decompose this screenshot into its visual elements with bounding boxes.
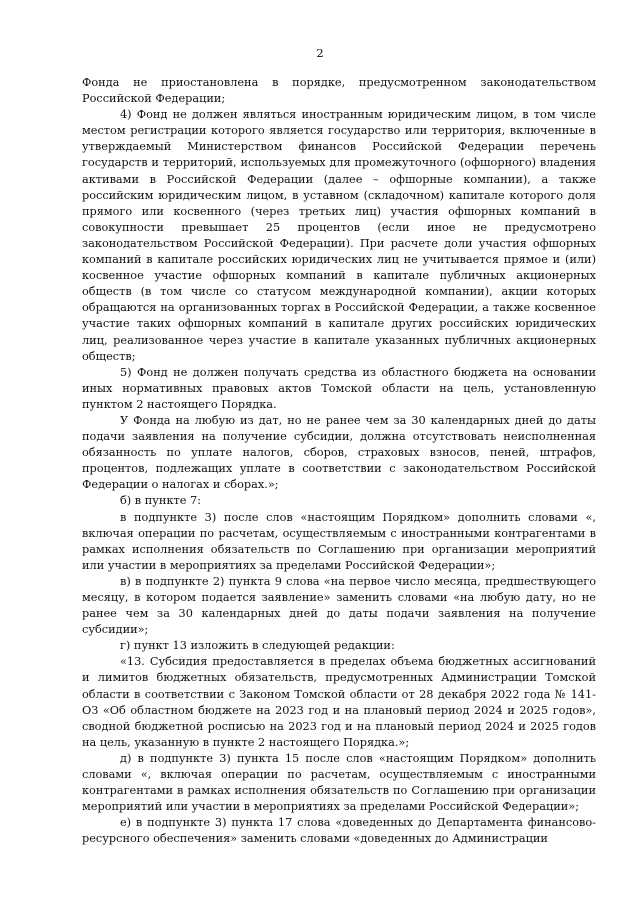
paragraph-b-point-7: б) в пункте 7: [120, 494, 202, 508]
page-number: 2 [316, 46, 324, 60]
paragraph-tax-obligation: У Фонда на любую из дат, но не ранее чем за 30 календарных дней до даты подачи заявления на получение субсидии, должна отсутствовать неисполненная обязанность по уплате налогов, сборов, страховых взносов, пеней, штрафов, процентов, подлежащих уплате в соответствии с законодательством Российской Федерации о налогах и сборах.»; [82, 413, 596, 492]
paragraph-continuation: Фонда не приостановлена в порядке, предусмотренном законодательством Российской Федерации; [82, 76, 596, 106]
paragraph-d-point-15: д) в подпункте 3) пункта 15 после слов «настоящим Порядком» дополнить словами «, включая операции по расчетам, осуществляемым с иностранными контрагентами в рамках исполнения обязательств по Соглашению при организации мероприятий или участии в мероприятиях за пределами Российской Федерации»; [82, 751, 596, 814]
paragraph-point-13-text: «13. Субсидия предоставляется в пределах объема бюджетных ассигнований и лимитов бюджетных обязательств, предусмотренных Администрации Томской области в соответствии с Законом Томской области от 28 декабря 2022 года № 141-ОЗ «Об областном бюджете на 2023 год и на плановый период 2024 и 2025 годов», сводной бюджетной росписью на 2023 год и на плановый период 2024 и 2025 годов на цель, указанную в пункте 2 настоящего Порядка.»; [82, 655, 596, 749]
paragraph-e-point-17: е) в подпункте 3) пункта 17 слова «доведенных до Департамента финансово-ресурсного обеспечения» заменить словами «доведенных до Администрации [82, 816, 596, 846]
paragraph-item-4: 4) Фонд не должен являться иностранным юридическим лицом, в том числе местом регистрации которого является государство или территория, включенные в утверждаемый Министерством финансов Российской Федерации перечень государств и территорий, используемых для промежуточного (офшорного) владения активами в Российской Федерации (далее – офшорные компании), а также российским юридическим лицом, в уставном (складочном) капитале которого доля прямого или косвенного (через третьих лиц) участия офшорных компаний в совокупности превышает 25 процентов (если иное не предусмотрено законодательством Российской Федерации). При расчете доли участия офшорных компаний в капитале российских юридических лиц не учитывается прямое и (или) косвенное участие офшорных компаний в капитале публичных акционерных обществ (в том числе со статусом международной компании), акции которых обращаются на организованных торгах в Российской Федерации, а также косвенное участие таких офшорных компаний в капитале других российских юридических лиц, реализованное через участие в капитале указанных публичных акционерных обществ; [82, 108, 596, 363]
paragraph-g-point-13: г) пункт 13 изложить в следующей редакции: [120, 639, 395, 653]
paragraph-subitem-3-addition: в подпункте 3) после слов «настоящим Порядком» дополнить словами «, включая операции по расчетам, осуществляемым с иностранными контрагентами в рамках исполнения обязательств по Соглашению при организации мероприятий или участии в мероприятиях за пределами Российской Федерации»; [82, 510, 596, 572]
document-body [82, 75, 596, 848]
paragraph-v-point-9: в) в подпункте 2) пункта 9 слова «на первое число месяца, предшествующего месяцу, в котором подается заявление» заменить словами «на любую дату, но не ранее чем за 30 календарных дней до даты подачи заявления на получение субсидии»; [82, 574, 596, 637]
paragraph-item-5: 5) Фонд не должен получать средства из областного бюджета на основании иных нормативных правовых актов Томской области на цель, установленную пунктом 2 настоящего Порядка. [82, 365, 596, 411]
